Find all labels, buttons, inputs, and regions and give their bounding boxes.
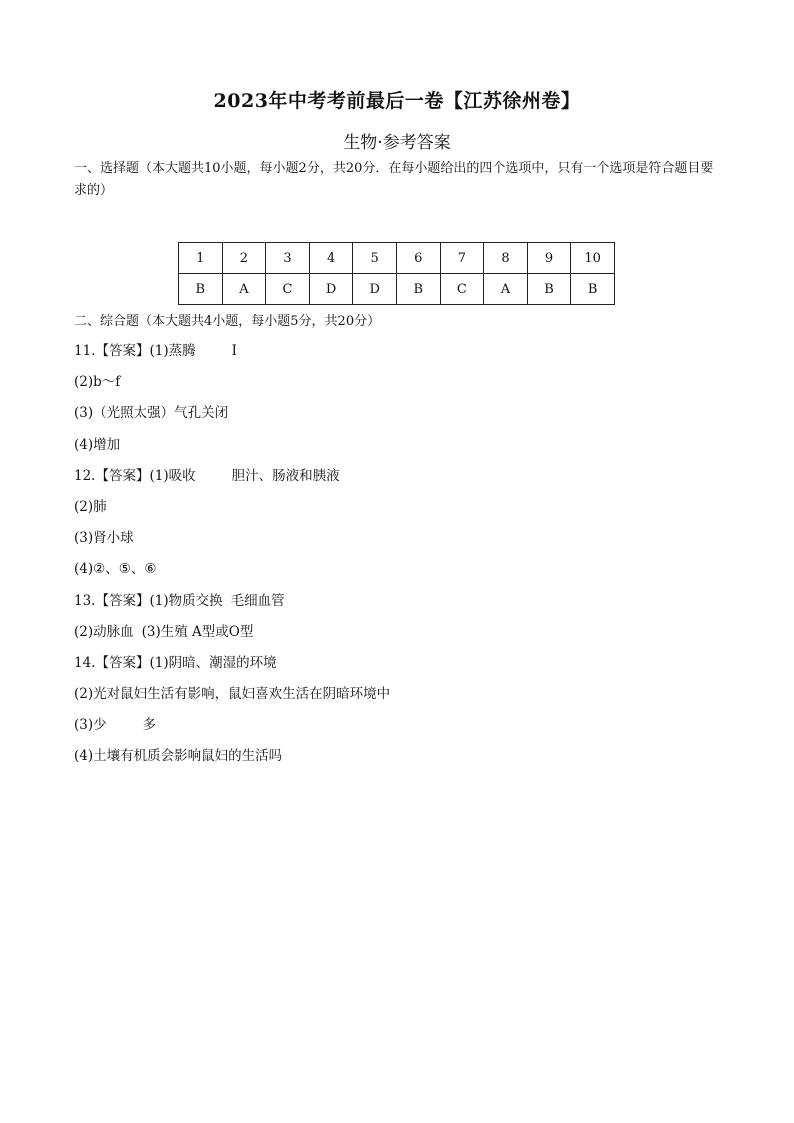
q11-answer-part-b: I [231, 343, 237, 359]
table-cell: 10 [571, 243, 615, 274]
table-cell: B [179, 274, 223, 305]
q11-line3: (3)（光照太强）气孔关闭 [74, 405, 229, 422]
q12-line2: (2)肺 [74, 498, 107, 515]
q11-answer-part-a: 11.【答案】(1)蒸腾 [74, 343, 196, 359]
table-cell: B [571, 274, 615, 305]
section2-heading: 二、综合题（本大题共4小题，每小题5分，共20分） [74, 314, 381, 329]
table-cell: 2 [222, 243, 266, 274]
q13-line1 [74, 590, 390, 621]
q12-answer-part-a: 12.【答案】(1)吸收 [74, 467, 196, 484]
q13-answer-part-b: 毛细血管 [230, 592, 285, 609]
q12-line4: (4)②、⑤、⑥ [74, 561, 157, 578]
q13-answer-part-c: (2)动脉血 [74, 623, 134, 640]
q13-answer-part-d: (3)生殖 A型或O型 [141, 623, 254, 640]
table-cell: 8 [484, 243, 528, 274]
section1-heading: 一、选择题（本大题共10小题，每小题2分，共20分．在每小题给出的四个选项中，只有一个选项是符合题目要求的） [74, 161, 714, 198]
table-cell: 9 [527, 243, 571, 274]
q13-line2 [74, 621, 390, 652]
question-number-row [179, 243, 615, 274]
table-cell: A [222, 274, 266, 305]
table-cell: 6 [396, 243, 440, 274]
table-cell: B [527, 274, 571, 305]
answer-table [178, 242, 615, 305]
q14-line2: (2)光对鼠妇生活有影响，鼠妇喜欢生活在阴暗环境中 [74, 686, 391, 703]
q14-line1: 14.【答案】(1)阴暗、潮湿的环境 [74, 654, 277, 671]
table-cell: 1 [179, 243, 223, 274]
table-cell: C [440, 274, 484, 305]
table-cell: 5 [353, 243, 397, 274]
table-cell: C [266, 274, 310, 305]
page-subtitle: 生物·参考答案 [343, 133, 451, 153]
page-title: 2023年中考考前最后一卷【江苏徐州卷】 [213, 90, 581, 112]
answer-lines [74, 340, 390, 777]
q12-line3: (3)肾小球 [74, 530, 134, 547]
table-cell: D [353, 274, 397, 305]
q14-answer-part-b: 多 [142, 717, 157, 734]
table-cell: 4 [309, 243, 353, 274]
answer-row [179, 274, 615, 305]
q11-line1 [74, 340, 390, 371]
q13-answer-part-a: 13.【答案】(1)物质交换 [74, 592, 223, 609]
table-cell: D [309, 274, 353, 305]
q14-line4: (4)土壤有机质会影响鼠妇的生活吗 [74, 748, 283, 765]
table-cell: A [484, 274, 528, 305]
table-cell: 3 [266, 243, 310, 274]
q12-answer-part-b: 胆汁、肠液和胰液 [231, 467, 340, 484]
q12-line1 [74, 465, 390, 496]
q11-line2: (2)b～f [74, 374, 121, 391]
q14-answer-part-a: (3)少 [74, 717, 107, 734]
table-cell: B [396, 274, 440, 305]
q11-line4: (4)增加 [74, 436, 121, 453]
q14-line3 [74, 714, 390, 745]
table-cell: 7 [440, 243, 484, 274]
